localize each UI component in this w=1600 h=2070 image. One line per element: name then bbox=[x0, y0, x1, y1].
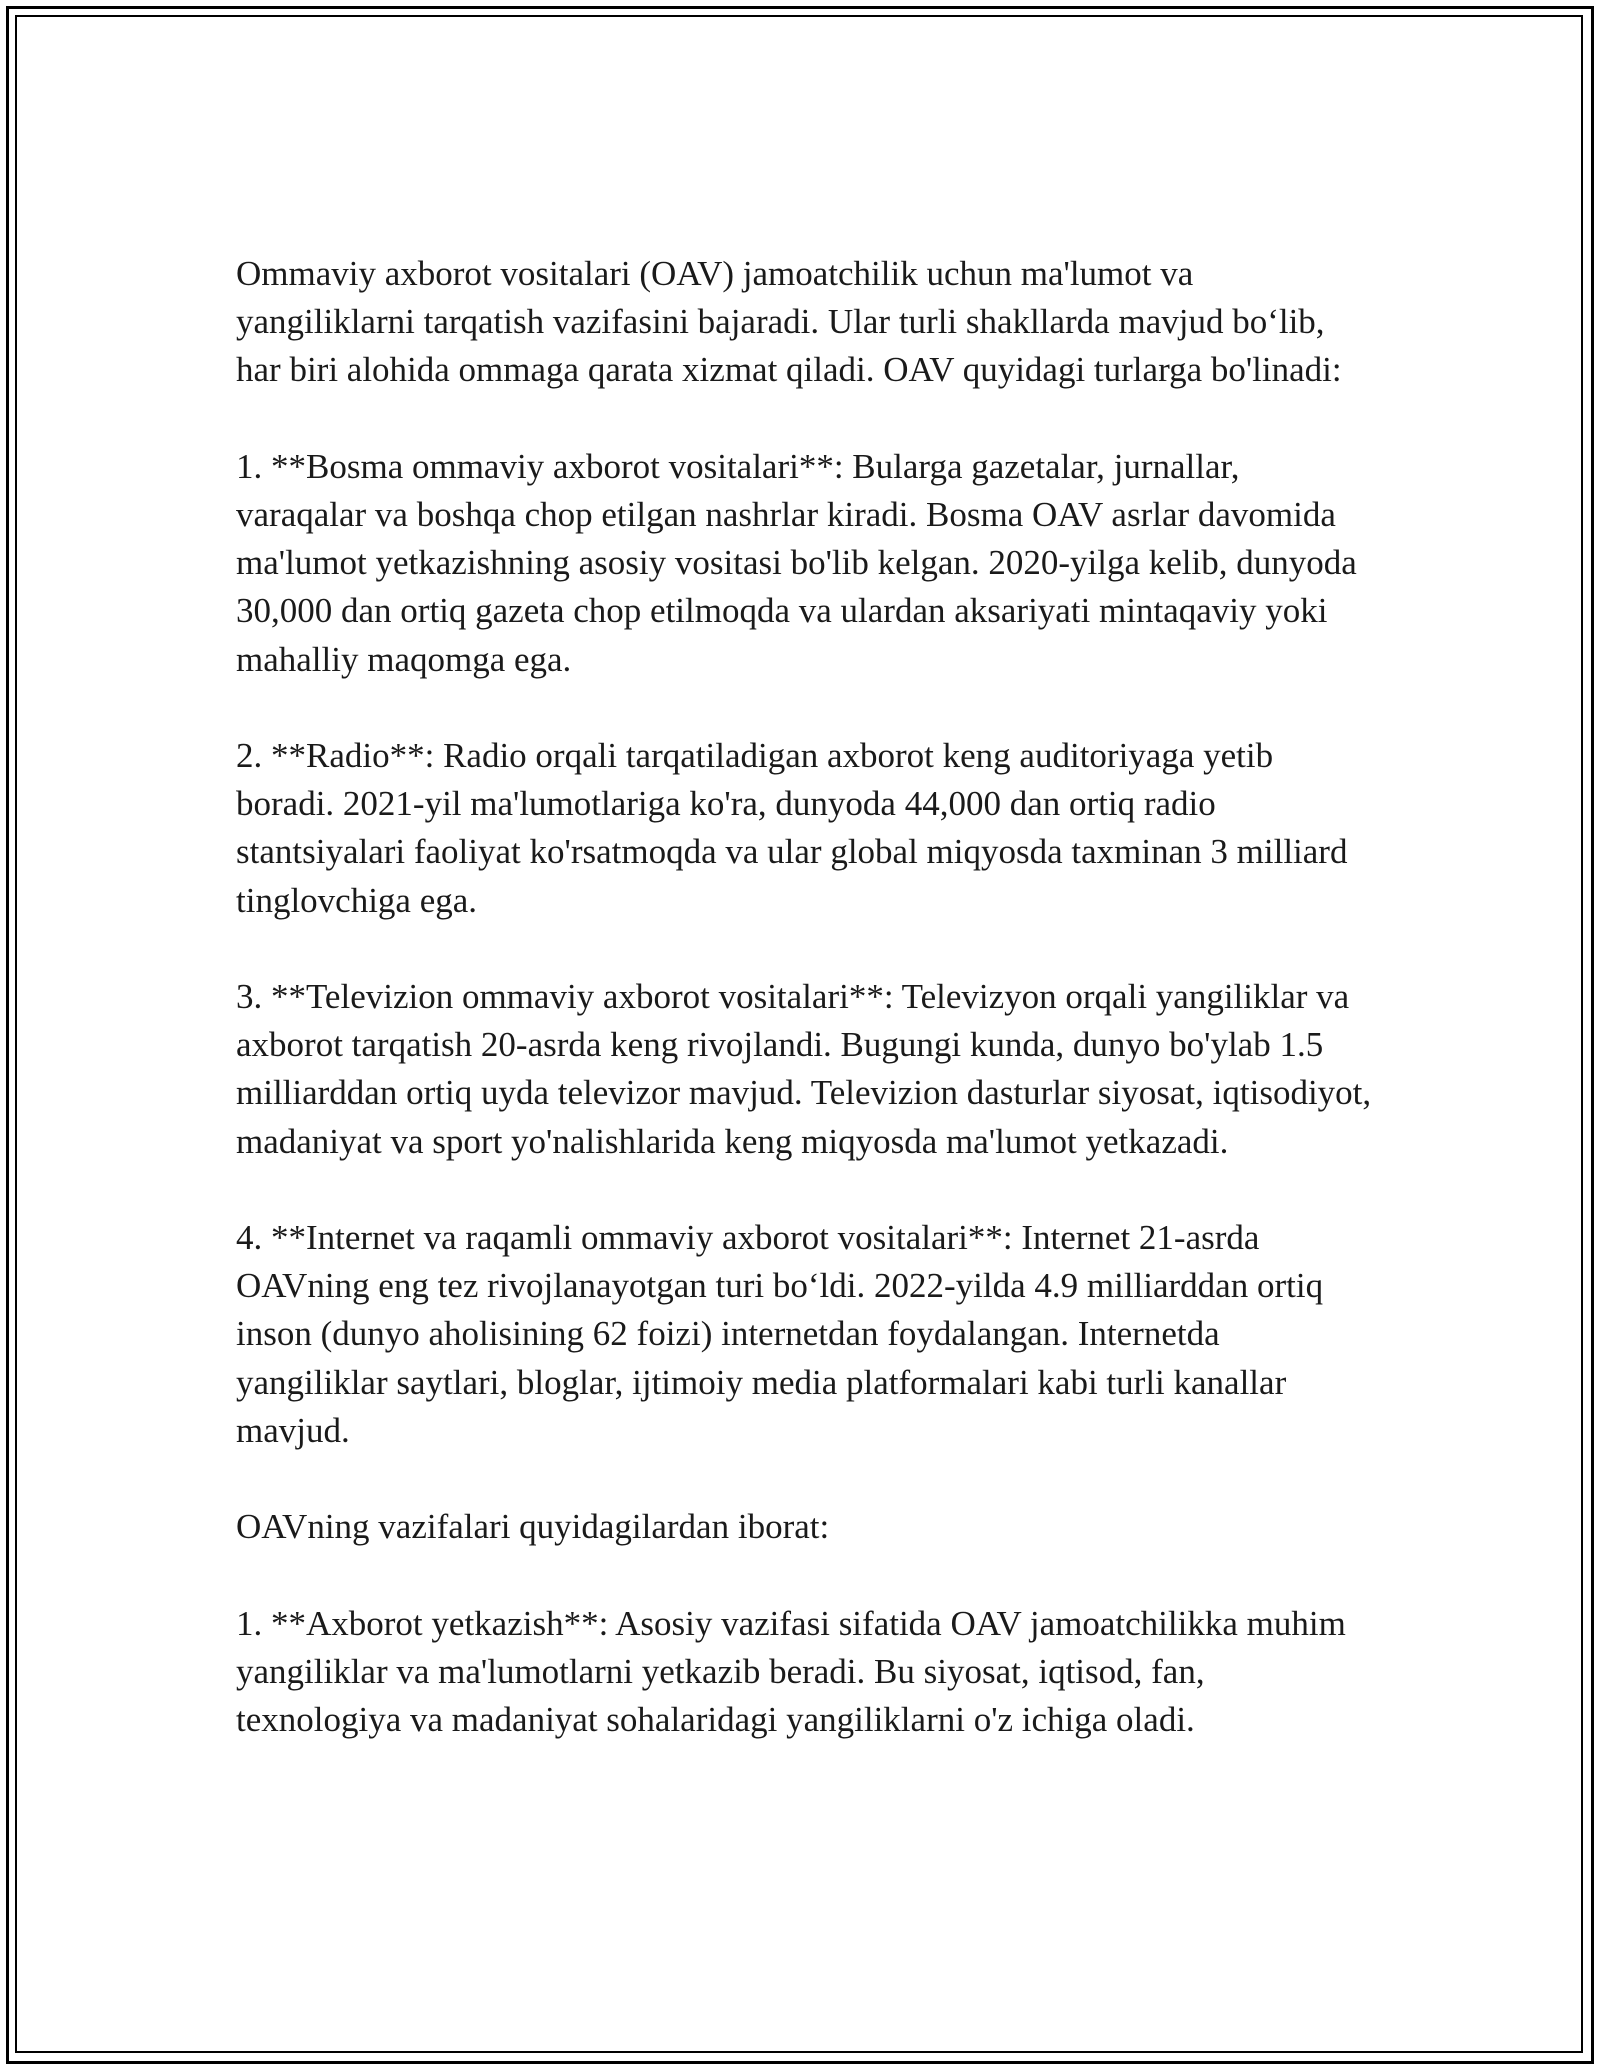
list-item-internet: 4. **Internet va raqamli ommaviy axborot vositalari**: Internet 21-asrda OAVning eng tez rivojlanayotgan turi bo‘ldi. 2022-yilda 4.9 milliarddan ortiq inson (dunyo aholisining 62 foizi) internetdan foydalangan. Internetda yangiliklar saytlari, bloglar, ijtimoiy media platformalari kabi turli kanallar mavjud. bbox=[236, 1218, 1324, 1450]
list-item-radio: 2. **Radio**: Radio orqali tarqatiladigan axborot keng auditoriyaga yetib boradi. 2021-yil ma'lumotlariga ko'ra, dunyoda 44,000 dan ortiq radio stantsiyalari faoliyat ko'rsatmoqda va ular global miqyosda taxminan 3 milliard tinglovchiga ega. bbox=[236, 736, 1348, 920]
functions-heading-paragraph: OAVning vazifalari quyidagilardan iborat: bbox=[236, 1507, 830, 1547]
document-body bbox=[236, 250, 1376, 1744]
intro-paragraph: Ommaviy axborot vositalari (OAV) jamoatchilik uchun ma'lumot va yangiliklarni tarqatish vazifasini bajaradi. Ular turli shakllarda mavjud bo‘lib, har biri alohida ommaga qarata xizmat qiladi. OAV quyidagi turlarga bo'linadi: bbox=[236, 254, 1342, 390]
list-item-print-media: 1. **Bosma ommaviy axborot vositalari**: Bularga gazetalar, jurnallar, varaqalar va boshqa chop etilgan nashrlar kiradi. Bosma OAV asrlar davomida ma'lumot yetkazishning asosiy vositasi bo'lib kelgan. 2020-yilga kelib, dunyoda 30,000 dan ortiq gazeta chop etilmoqda va ulardan aksariyati mintaqaviy yoki mahalliy maqomga ega. bbox=[236, 446, 1357, 679]
list-item-information-delivery: 1. **Axborot yetkazish**: Asosiy vazifasi sifatida OAV jamoatchilikka muhim yangiliklar va ma'lumotlarni yetkazib beradi. Bu siyosat, iqtisod, fan, texnologiya va madaniyat sohalaridagi yangiliklarni o'z ichiga oladi. bbox=[236, 1603, 1346, 1739]
list-item-television: 3. **Televizion ommaviy axborot vositalari**: Televizyon orqali yangiliklar va axborot tarqatish 20-asrda keng rivojlandi. Bugungi kunda, dunyo bo'ylab 1.5 milliarddan ortiq uyda televizor mavjud. Televizion dasturlar siyosat, iqtisodiyot, madaniyat va sport yo'nalishlarida keng miqyosda ma'lumot yetkazadi. bbox=[236, 977, 1372, 1161]
